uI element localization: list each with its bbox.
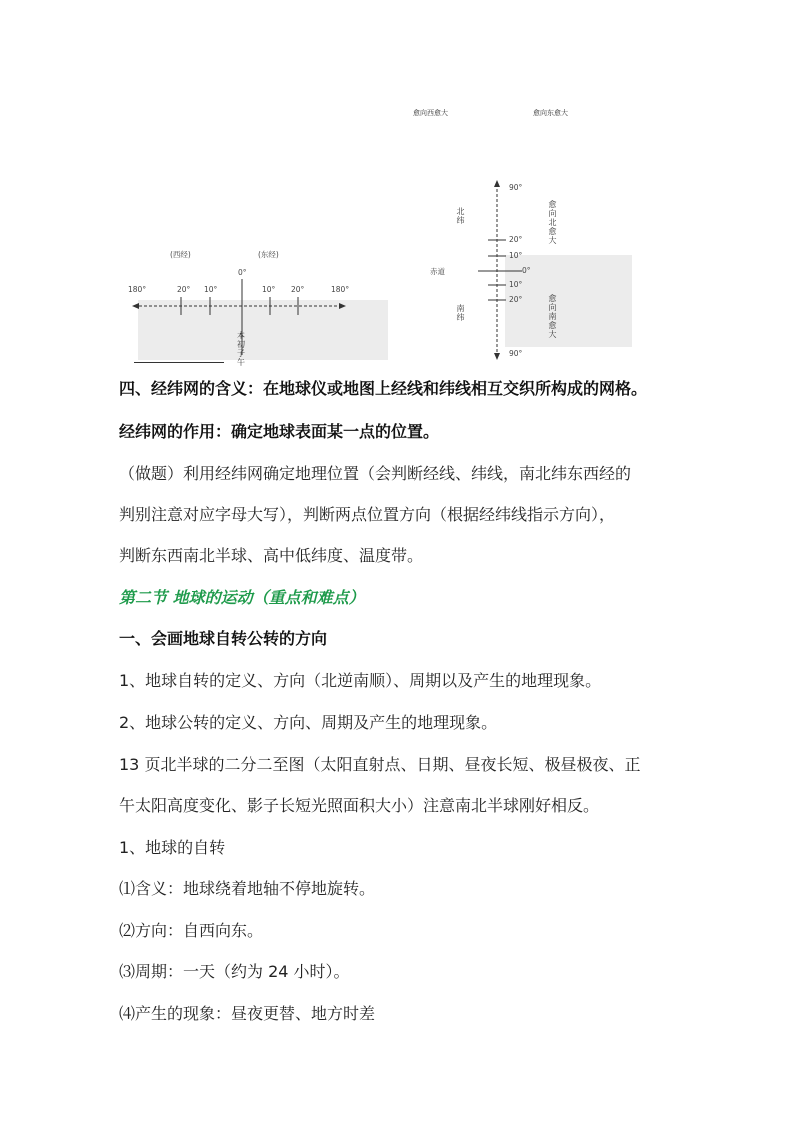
tick-label-20-west: 20° (177, 285, 191, 294)
south-arrowhead (494, 353, 500, 360)
west-longitude-label: (西经) (170, 250, 191, 259)
exercise-note-line-3: 判断东西南北半球、高中低纬度、温度带。 (119, 546, 424, 565)
solstice-note-line-2: 午太阳高度变化、影子长短光照面积大小）注意南北半球刚好相反。 (119, 796, 600, 815)
tick-label-10-west: 10° (204, 285, 218, 294)
north-larger-label: 愈向北愈大 (548, 200, 557, 245)
rotation-direction: ⑵方向：自西向东。 (119, 921, 264, 940)
subheading-rotation-revolution: 一、会画地球自转公转的方向 (119, 629, 328, 648)
rotation-meaning: ⑴含义：地球绕着地轴不停地旋转。 (119, 879, 376, 898)
north-latitude-label: 北纬 (456, 207, 465, 225)
tick-label-0: 0° (238, 268, 247, 277)
west-larger-label: 愈向西愈大 (413, 109, 448, 117)
east-longitude-label: (东经) (258, 250, 279, 259)
rotation-heading: 1、地球的自转 (119, 838, 226, 857)
exercise-note-line-2: 判别注意对应字母大写），判断两点位置方向（根据经纬线指示方向）， (119, 505, 616, 524)
tick-label-90-south: 90° (509, 349, 523, 358)
tick-label-10-north: 10° (509, 251, 523, 260)
tick-label-10-south: 10° (509, 280, 523, 289)
rotation-period: ⑶周期：一天（约为 24 小时）。 (119, 962, 350, 981)
tick-label-180-west: 180° (128, 285, 147, 294)
tick-label-20-east: 20° (291, 285, 305, 294)
lat-lon-grid-definition: 四、经纬网的含义：在地球仪或地图上经线和纬线相互交织所构成的网格。 (119, 379, 648, 398)
tick-label-180-east: 180° (331, 285, 350, 294)
rotation-phenomena: ⑷产生的现象：昼夜更替、地方时差 (119, 1004, 376, 1023)
solstice-note-line-1: 13 页北半球的二分二至图（太阳直射点、日期、昼夜长短、极昼极夜、正 (119, 755, 641, 774)
equator-label: 赤道 (430, 267, 445, 276)
lat-lon-grid-function: 经纬网的作用：确定地球表面某一点的位置。 (119, 422, 440, 441)
tick-label-10-east: 10° (262, 285, 276, 294)
baseline (134, 362, 224, 363)
east-larger-label: 愈向东愈大 (533, 109, 568, 117)
south-larger-label: 愈向南愈大 (548, 294, 557, 339)
tick-label-20-north: 20° (509, 235, 523, 244)
section-title: 第二节 地球的运动（重点和难点） (119, 588, 365, 607)
prime-meridian-label: 本初子午 (237, 331, 245, 367)
west-arrowhead (132, 303, 139, 309)
tick-label-20-south: 20° (509, 295, 523, 304)
north-arrowhead (494, 180, 500, 187)
south-latitude-label: 南纬 (456, 304, 465, 322)
exercise-note-line-1: （做题）利用经纬网确定地理位置（会判断经线、纬线，南北纬东西经的 (119, 464, 632, 483)
tick-label-90-north: 90° (509, 183, 523, 192)
rotation-point: 1、地球自转的定义、方向（北逆南顺）、周期以及产生的地理现象。 (119, 671, 602, 690)
east-arrowhead (339, 303, 346, 309)
tick-label-0-equator: 0° (522, 266, 531, 275)
revolution-point: 2、地球公转的定义、方向、周期及产生的地理现象。 (119, 713, 498, 732)
